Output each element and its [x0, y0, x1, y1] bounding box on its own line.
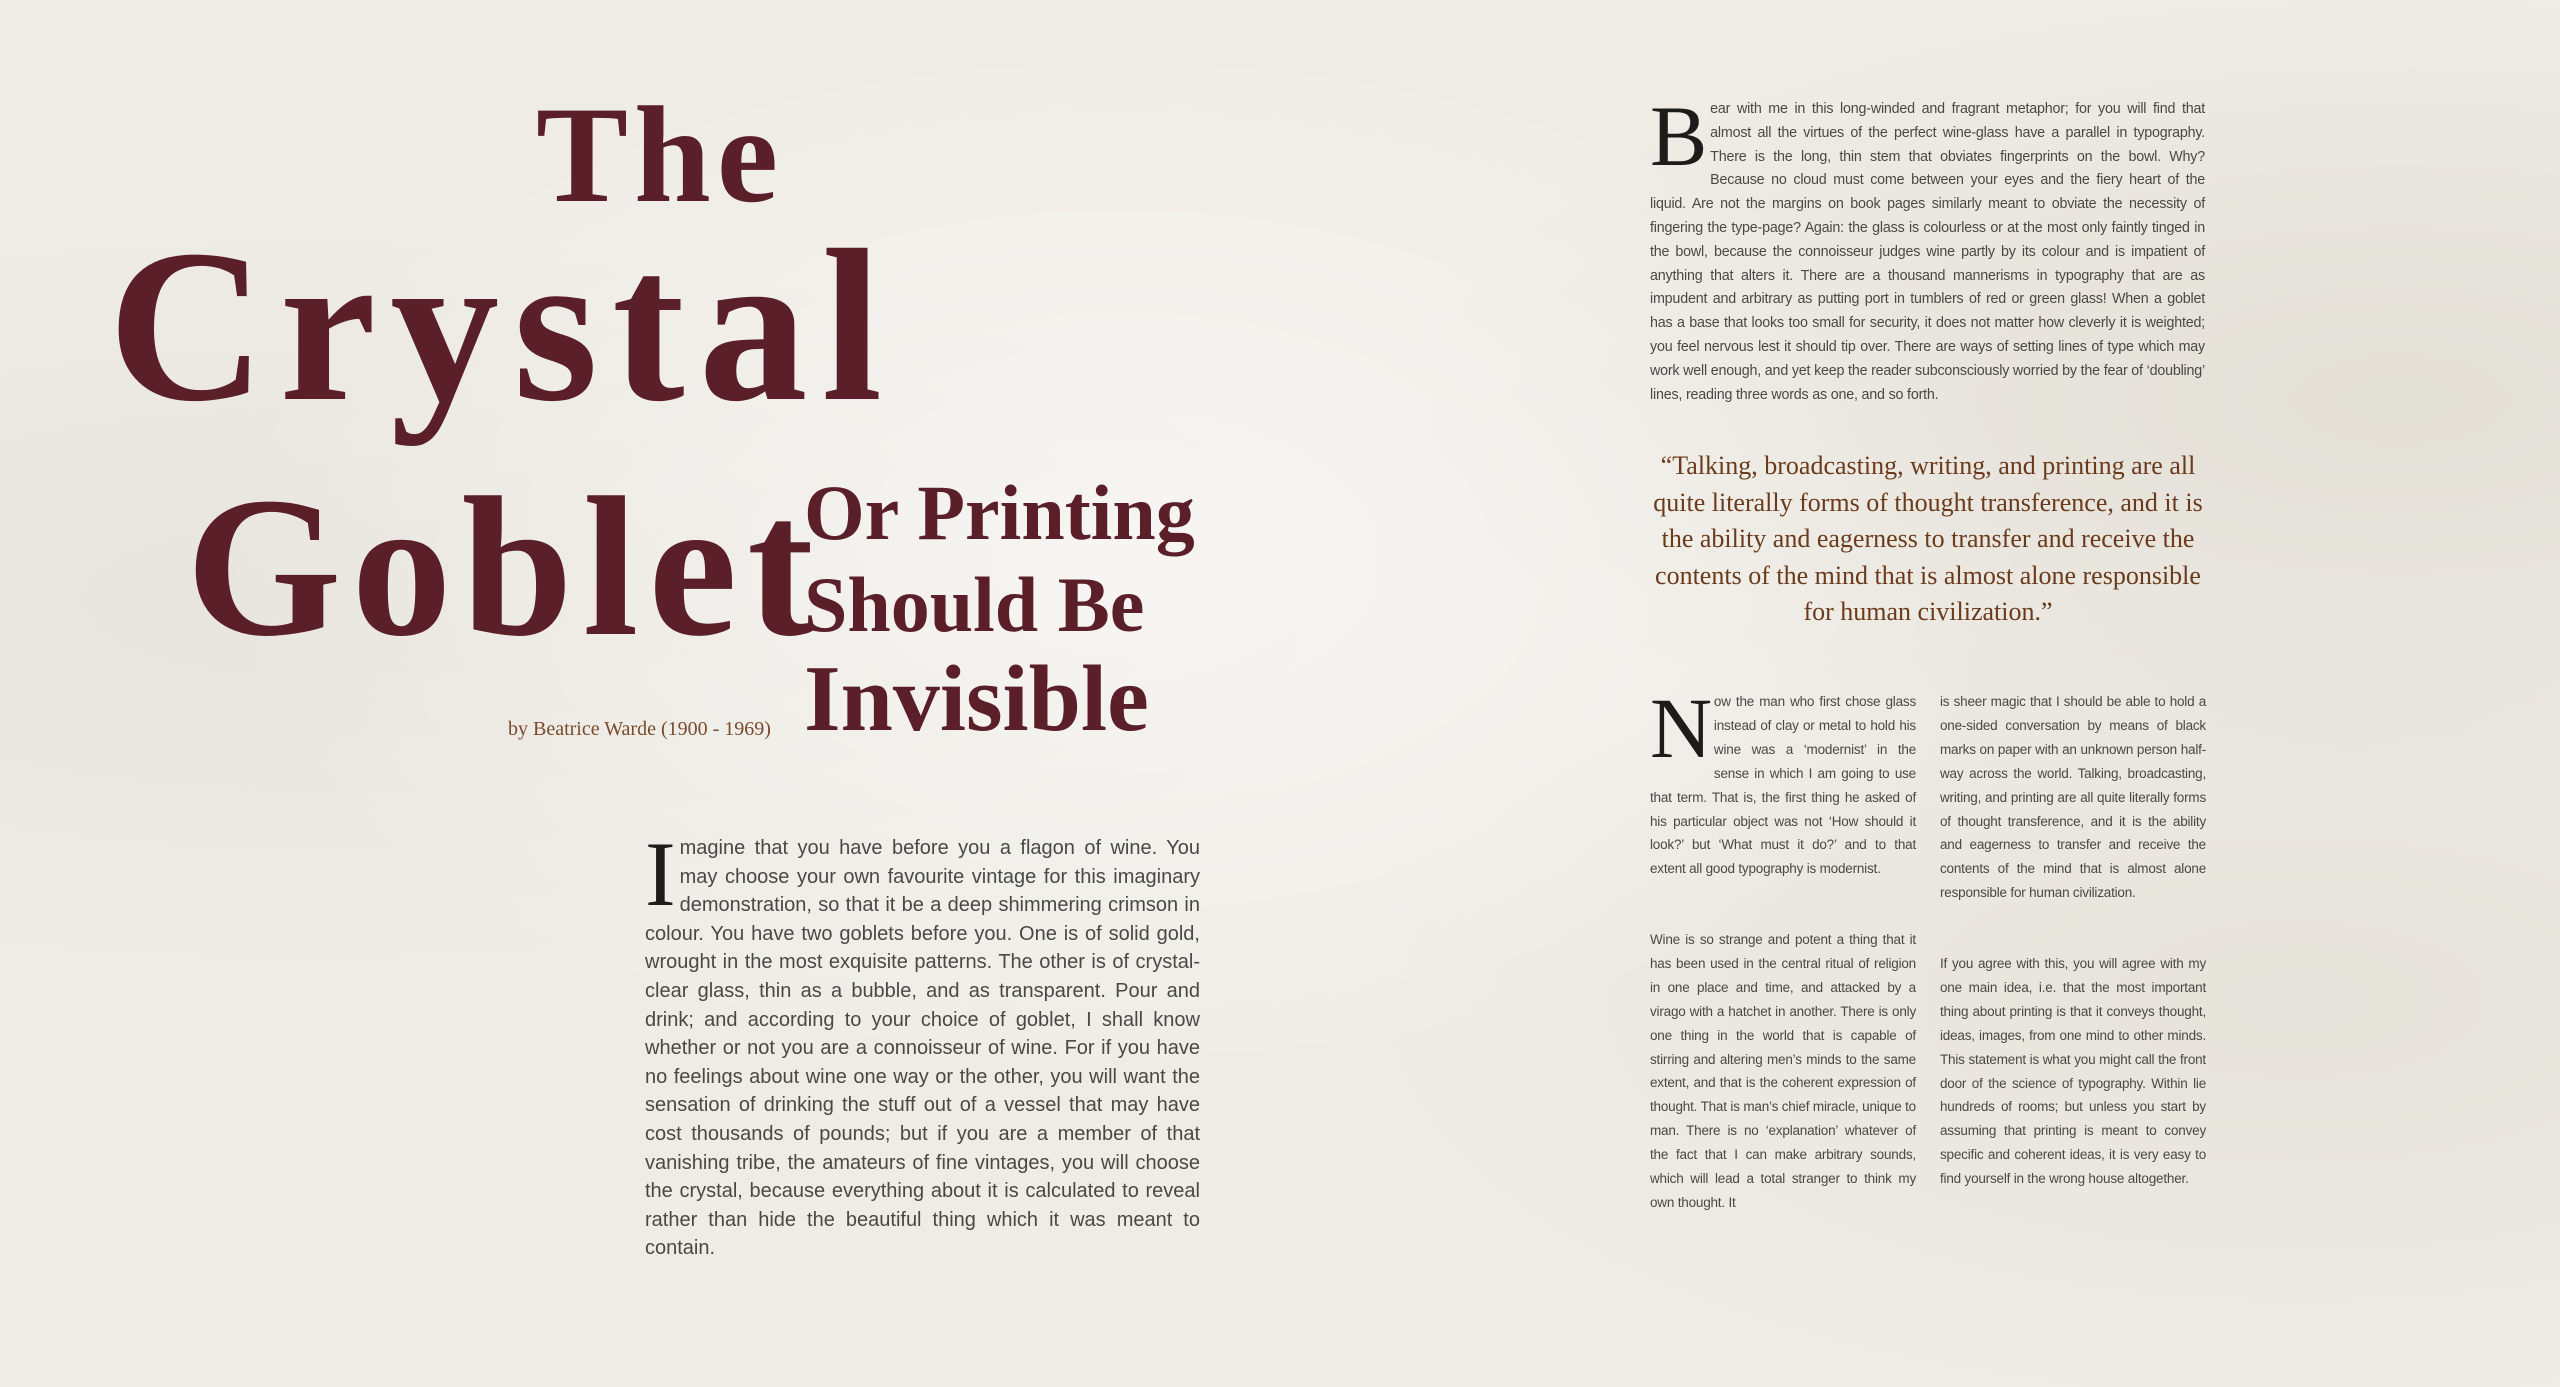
- drop-cap-n: N: [1650, 680, 1712, 776]
- intro-paragraph: [645, 823, 1200, 1263]
- metaphor-text: ear with me in this long-winded and fragrant metaphor; for you will find that almost all the virtues of the perfect wine-glass have a parallel in typography. There is the long, thin stem that obviates fingerprints on the bowl. Why? Because no cloud must come between your eyes and the fiery heart of the liquid. Are not the margins on book pages similarly meant to obviate the necessity of fingering the type-page? Again: the glass is colourless or at the most only faintly tinged in the bowl, because the connoisseur judges wine partly by its colour and is impatient of anything that alters it. There are a thousand mannerisms in typography that are as impudent and arbitrary as putting port in tumblers of red or green glass! When a goblet has a base that looks too small for security, it does not matter how cleverly it is weighted; you feel nervous lest it should tip over. There are ways of setting lines of type which may work well enough, and yet keep the reader subconsciously worried by the fear of ‘doubling’ lines, reading three words as one, and so forth.: [1650, 101, 2206, 403]
- pull-quote: “Talking, broadcasting, writing, and printing are all quite literally forms of thought transference, and it is the ability and eagerness to transfer and receive the contents of the mind that is almost alone responsible for human civilization.”: [1653, 451, 2203, 627]
- subtitle-line-2: Should Be: [804, 561, 1145, 648]
- left-column-text-1: ow the man who first chose glass instead of clay or metal to hold his wine was a ‘modernist’ in the sense in which I am going to use that term. That is, the first thing he asked of his particular object was not ‘How should it look?’ but ‘What must it do?’ and to that extent all good typography is modernist.: [1650, 694, 1916, 877]
- right-column-paragraph-1: is sheer magic that I should be able to hold a one-sided conversation by means of black marks on paper with an unknown person half-way across the world. Talking, broadcasting, writing, and printing are all quite literally forms of thought transference, and it is the ability and eagerness to transfer and receive the contents of the mind that is almost alone responsible for human civilization.: [1940, 694, 2206, 901]
- subtitle-line-3: Invisible: [804, 647, 1149, 751]
- author-byline: by Beatrice Warde (1900 - 1969): [508, 718, 771, 740]
- metaphor-paragraph: [1650, 88, 2206, 407]
- drop-cap-b: B: [1650, 88, 1708, 184]
- subtitle-line-1: Or Printing: [804, 469, 1195, 556]
- left-column-paragraph-1: [1650, 680, 1916, 881]
- right-column-paragraph-2: If you agree with this, you will agree with my one main idea, i.e. that the most important thing about printing is that it conveys thought, ideas, images, from one mind to other minds. This statement is what you might call the front door of the science of typography. Within lie hundreds of rooms; but unless you start by assuming that printing is meant to convey specific and coherent ideas, it is very easy to find yourself in the wrong house altogether.: [1940, 956, 2206, 1187]
- left-column-paragraph-2: Wine is so strange and potent a thing that it has been used in the central ritual of religion in one place and time, and attacked by a virago with a hatchet in another. There is only one thing in the world that is capable of stirring and altering men’s minds to the same extent, and that is the coherent expression of thought. That is man’s chief miracle, unique to man. There is no ‘explanation’ whatever of the fact that I can make arbitrary sounds, which will lead a total stranger to think my own thought. It: [1650, 932, 1916, 1210]
- title-crystal: Crystal: [108, 206, 897, 447]
- title-goblet: Goblet: [186, 457, 824, 678]
- intro-text: magine that you have before you a flagon of wine. You may choose your own favourite vintage for this imaginary demonstration, so that it be a deep shimmering crimson in colour. You have two goblets before you. One is of solid gold, wrought in the most exquisite patterns. The other is of crystal-clear glass, thin as a bubble, and as transparent. Pour and drink; and according to your choice of goblet, I shall know whether or not you are a connoisseur of wine. For if you have no feelings about wine one way or the other, you will want the sensation of drinking the stuff out of a vessel that may have cost thousands of pounds; but if you are a member of that vanishing tribe, the amateurs of fine vintages, you will choose the crystal, because everything about it is calculated to reveal rather than hide the beautiful thing which it was meant to contain.: [645, 837, 1200, 1260]
- drop-cap-i: I: [645, 823, 676, 925]
- title-the: The: [536, 78, 785, 231]
